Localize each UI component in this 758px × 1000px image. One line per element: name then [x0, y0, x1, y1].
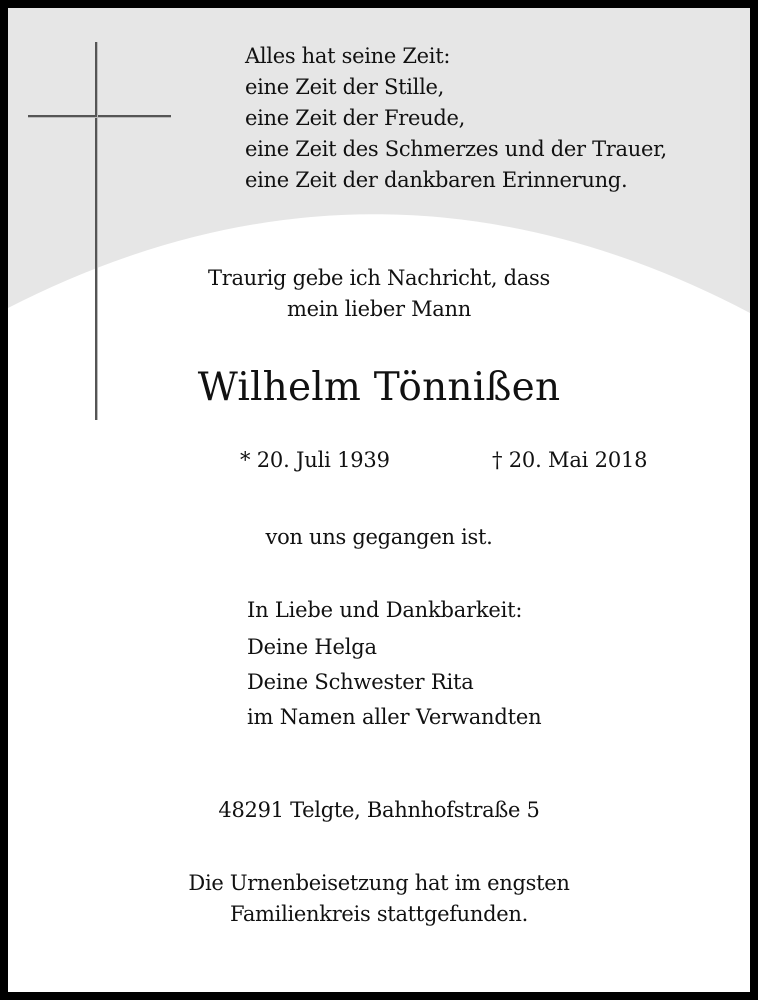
closing-line: Die Urnenbeisetzung hat im engsten: [188, 871, 570, 895]
birth-date: * 20. Juli 1939: [240, 448, 390, 472]
mourner-line: im Namen aller Verwandten: [247, 705, 542, 729]
poem-line: eine Zeit des Schmerzes und der Trauer,: [245, 137, 667, 161]
address: 48291 Telgte, Bahnhofstraße 5: [218, 798, 540, 822]
poem-line: Alles hat seine Zeit:: [245, 44, 451, 68]
poem-line: eine Zeit der dankbaren Erinnerung.: [245, 168, 628, 192]
death-date: † 20. Mai 2018: [492, 448, 648, 472]
mourner-line: In Liebe und Dankbarkeit:: [247, 598, 523, 622]
poem-line: eine Zeit der Freude,: [245, 106, 466, 130]
closing-line: Familienkreis stattgefunden.: [229, 902, 529, 926]
deceased-name: Wilhelm Tönnißen: [197, 365, 561, 410]
mourner-line: Deine Helga: [247, 635, 377, 659]
passing-line: von uns gegangen ist.: [265, 525, 493, 549]
intro-line: Traurig gebe ich Nachricht, dass: [208, 266, 550, 290]
intro-line: mein lieber Mann: [287, 297, 471, 321]
poem-line: eine Zeit der Stille,: [245, 75, 444, 99]
mourner-line: Deine Schwester Rita: [247, 670, 474, 694]
